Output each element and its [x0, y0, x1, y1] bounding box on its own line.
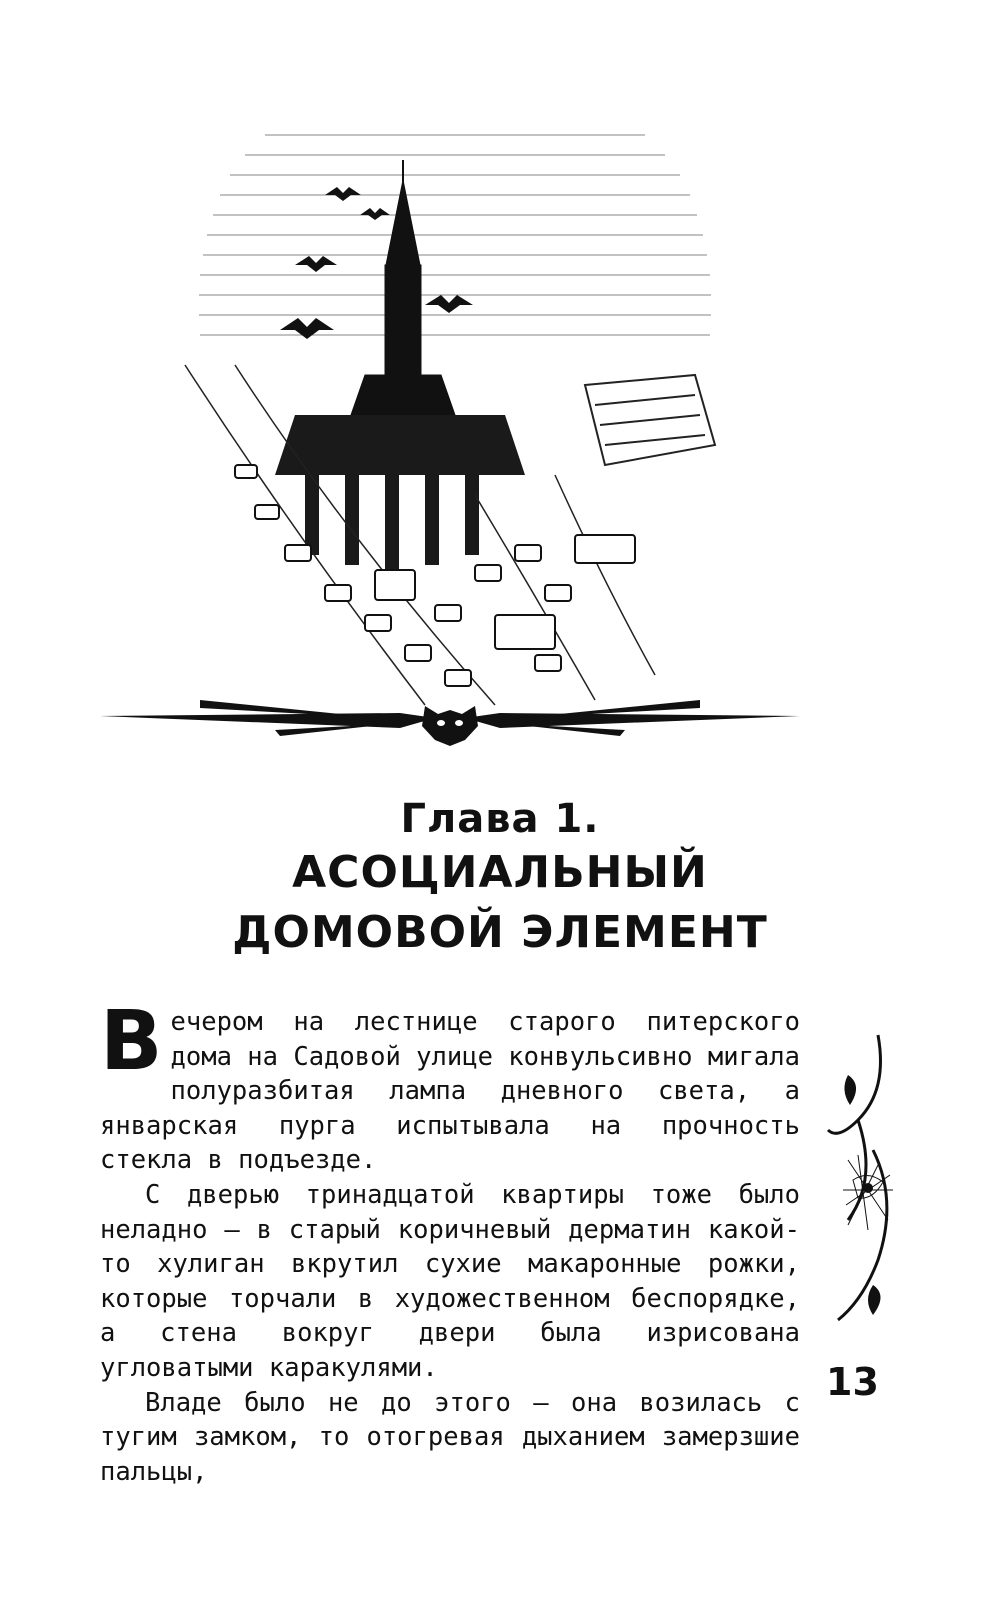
chapter-heading: [0, 795, 1000, 963]
paragraph-2: С дверью тринадцатой квартиры тоже было неладно — в старый коричневый дерматин какой-то хулиган вкрутил сухие макаронные рожки, которые торчали в художественном беспорядке, а стена вокруг двери была изрисована угловатыми каракулями.: [100, 1179, 800, 1383]
drop-cap: В: [100, 994, 163, 1089]
chapter-title-line-1: АСОЦИАЛЬНЫЙ: [292, 847, 708, 898]
paragraph-1: [100, 994, 800, 1178]
chapter-label: Глава 1.: [400, 796, 600, 842]
paragraph-1-text: ечером на лестнице старого питерского дома на Садовой улице конвульсивно мигала полуразбитая лампа дневного света, а январская пурга испытывала на прочность стекла в подъезде.: [100, 1007, 800, 1176]
bat-divider-ornament-icon: [100, 688, 800, 768]
chapter-title-line-2: ДОМОВОЙ ЭЛЕМЕНТ: [232, 907, 768, 958]
city-tower-illustration-icon: [175, 115, 735, 715]
spiderweb-ornament-icon: [818, 1030, 908, 1330]
page-number: 13: [826, 1360, 879, 1404]
paragraph-3: Владе было не до этого — она возилась с тугим замком, то отогревая дыханием замерзшие пальцы,: [100, 1387, 800, 1487]
body-text: [100, 994, 800, 1489]
